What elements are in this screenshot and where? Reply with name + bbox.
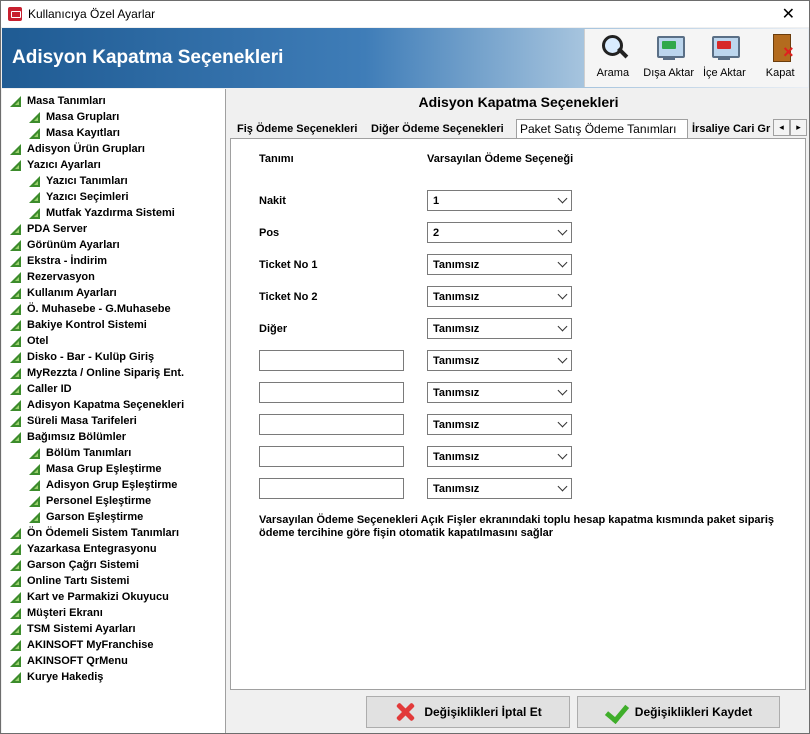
payment-option-select[interactable] — [427, 478, 572, 499]
sidebar-item[interactable] — [10, 669, 103, 685]
tab-scroll-right-icon[interactable]: ▸ — [790, 119, 807, 136]
payment-option-select[interactable] — [427, 350, 572, 371]
title-bar — [1, 1, 809, 27]
sidebar-item[interactable] — [10, 413, 137, 429]
green-check-icon — [605, 701, 627, 723]
sidebar-item-label: Adisyon Kapatma Seçenekleri — [27, 399, 185, 411]
sidebar-item[interactable] — [10, 285, 117, 301]
tree-node-icon — [10, 160, 21, 171]
tree-node-icon — [10, 288, 21, 299]
red-x-icon — [394, 701, 416, 723]
tree-node-icon — [10, 240, 21, 251]
chevron-down-icon — [558, 322, 568, 332]
sidebar-item-label: Kullanım Ayarları — [27, 287, 117, 299]
settings-tree — [2, 89, 226, 733]
cancel-changes-button[interactable] — [366, 696, 570, 728]
payment-option-value: Tanımsız — [433, 451, 480, 463]
save-changes-button[interactable] — [577, 696, 780, 728]
tree-node-icon — [29, 208, 40, 219]
sidebar-item[interactable] — [10, 573, 130, 589]
exit-door-icon — [765, 33, 795, 63]
sidebar-item-label: Müşteri Ekranı — [27, 607, 103, 619]
payment-option-value: Tanımsız — [433, 483, 480, 495]
sidebar-item-label: Adisyon Ürün Grupları — [27, 143, 145, 155]
tree-node-icon — [10, 336, 21, 347]
sidebar-item[interactable] — [10, 429, 126, 445]
chevron-down-icon — [558, 354, 568, 364]
sidebar-item-label: Görünüm Ayarları — [27, 239, 120, 251]
sidebar-item[interactable] — [10, 541, 157, 557]
payment-option-value: Tanımsız — [433, 259, 480, 271]
tree-node-icon — [10, 320, 21, 331]
tree-node-icon — [10, 672, 21, 683]
sidebar-item[interactable] — [29, 493, 151, 509]
tree-node-icon — [10, 432, 21, 443]
tree-node-icon — [10, 224, 21, 235]
sidebar-item[interactable] — [10, 637, 154, 653]
sidebar-item[interactable] — [29, 445, 131, 461]
sidebar-item-label: PDA Server — [27, 223, 88, 235]
tab-waybill[interactable]: İrsaliye Cari Gr — [692, 123, 771, 135]
sidebar-item[interactable] — [10, 93, 106, 109]
sidebar-item-label: MyRezzta / Online Sipariş Ent. — [27, 367, 185, 379]
sidebar-item-label: Masa Tanımları — [27, 95, 106, 107]
sidebar-item-label: Ekstra - İndirim — [27, 255, 108, 267]
search-button[interactable] — [585, 29, 641, 87]
import-monitor-icon — [709, 33, 739, 63]
magnifier-icon — [598, 33, 628, 63]
chevron-down-icon — [558, 290, 568, 300]
sidebar-item-label: Ö. Muhasebe - G.Muhasebe — [27, 303, 171, 315]
sidebar-item-label: Online Tartı Sistemi — [27, 575, 130, 587]
sidebar-item[interactable] — [10, 157, 101, 173]
payment-name-input[interactable] — [259, 478, 404, 499]
sidebar-item-label: TSM Sistemi Ayarları — [27, 623, 136, 635]
tree-node-icon — [10, 592, 21, 603]
sidebar-item-label: Yazıcı Tanımları — [46, 175, 128, 187]
app-icon — [8, 7, 22, 21]
sidebar-item[interactable] — [29, 189, 129, 205]
close-window-button[interactable]: ✕ — [781, 4, 795, 23]
close-button[interactable] — [752, 29, 808, 87]
sidebar-item[interactable] — [29, 205, 175, 221]
tree-node-icon — [29, 192, 40, 203]
sidebar-item-label: Yazarkasa Entegrasyonu — [27, 543, 157, 555]
save-changes-label: Değişiklikleri Kaydet — [634, 705, 753, 719]
payment-row-label: Pos — [259, 227, 280, 239]
tree-node-icon — [29, 464, 40, 475]
close-button-label: Kapat — [765, 67, 795, 79]
sidebar-item[interactable] — [29, 509, 143, 525]
import-button[interactable] — [697, 29, 753, 87]
main-content — [228, 89, 809, 733]
sidebar-item[interactable] — [10, 653, 128, 669]
payment-option-select[interactable] — [427, 222, 572, 243]
info-note: Varsayılan Ödeme Seçenekleri Açık Fişler ekranındaki toplu hesap kapatma kısmında paket sipariş ödeme tercihine göre fişin otomatik kapatılmasını sağlar — [259, 514, 774, 539]
sidebar-item[interactable] — [10, 397, 184, 413]
chevron-down-icon — [558, 226, 568, 236]
sidebar-item-label: Bölüm Tanımları — [46, 447, 132, 459]
payment-option-value: 1 — [433, 195, 440, 207]
payment-option-value: 2 — [433, 227, 440, 239]
cancel-changes-label: Değişiklikleri İptal Et — [424, 705, 542, 719]
payment-option-select[interactable] — [427, 190, 572, 211]
sidebar-item-label: Süreli Masa Tarifeleri — [27, 415, 137, 427]
sidebar-item-label: Yazıcı Seçimleri — [46, 191, 129, 203]
page-title: Adisyon Kapatma Seçenekleri — [12, 47, 284, 68]
sidebar-item[interactable] — [29, 477, 177, 493]
tree-node-icon — [10, 368, 21, 379]
payment-row-label: Nakit — [259, 195, 286, 207]
tree-node-icon — [10, 256, 21, 267]
tree-node-icon — [10, 96, 21, 107]
tab-strip — [232, 119, 808, 138]
sidebar-item[interactable] — [10, 333, 48, 349]
sidebar-item[interactable] — [10, 237, 120, 253]
export-button-label: Dışa Aktar — [643, 67, 694, 79]
payment-option-value: Tanımsız — [433, 387, 480, 399]
tab-package-payment[interactable]: Paket Satış Ödeme Tanımları — [516, 119, 688, 138]
sidebar-item[interactable] — [29, 173, 128, 189]
payment-option-value: Tanımsız — [433, 355, 480, 367]
tree-node-icon — [10, 576, 21, 587]
sidebar-item[interactable] — [10, 589, 169, 605]
payment-name-input[interactable] — [259, 350, 404, 371]
sidebar-item[interactable] — [10, 253, 107, 269]
window-title: Kullanıcıya Özel Ayarlar — [28, 7, 156, 21]
sidebar-item-label: Masa Grup Eşleştirme — [46, 463, 162, 475]
chevron-down-icon — [558, 418, 568, 428]
chevron-down-icon — [558, 194, 568, 204]
payment-option-value: Tanımsız — [433, 323, 480, 335]
sidebar-item[interactable] — [29, 125, 120, 141]
tree-node-icon — [10, 560, 21, 571]
export-monitor-icon — [654, 33, 684, 63]
section-title: Adisyon Kapatma Seçenekleri — [418, 94, 619, 110]
sidebar-item-label: Bakiye Kontrol Sistemi — [27, 319, 147, 331]
tree-node-icon — [10, 400, 21, 411]
sidebar-item[interactable] — [10, 621, 136, 637]
sidebar-item-label: Otel — [27, 335, 49, 347]
tree-node-icon — [10, 528, 21, 539]
sidebar-item-label: Kurye Hakediş — [27, 671, 104, 683]
import-button-label: İçe Aktar — [702, 67, 746, 79]
sidebar-item-label: Bağımsız Bölümler — [27, 431, 127, 443]
tree-node-icon — [10, 384, 21, 395]
toolbar — [584, 29, 808, 87]
sidebar-item[interactable] — [10, 301, 171, 317]
export-button[interactable] — [641, 29, 697, 87]
sidebar-item-label: Masa Kayıtları — [46, 127, 120, 139]
sidebar-item[interactable] — [10, 525, 179, 541]
payment-option-select[interactable] — [427, 318, 572, 339]
sidebar-item-label: Rezervasyon — [27, 271, 95, 283]
payment-option-select[interactable] — [427, 446, 572, 467]
sidebar-item[interactable] — [10, 269, 95, 285]
sidebar-item[interactable] — [10, 605, 103, 621]
payment-row-label: Ticket No 1 — [259, 259, 318, 271]
tree-node-icon — [29, 512, 40, 523]
sidebar-item[interactable] — [29, 109, 119, 125]
sidebar-item-label: Garson Eşleştirme — [46, 511, 144, 523]
sidebar-item[interactable] — [10, 317, 147, 333]
tree-node-icon — [29, 128, 40, 139]
column-name-header: Tanımı — [259, 153, 294, 165]
search-button-label: Arama — [596, 67, 630, 79]
sidebar-item-label: AKINSOFT QrMenu — [27, 655, 128, 667]
tab-panel — [230, 138, 806, 690]
sidebar-item-label: Kart ve Parmakizi Okuyucu — [27, 591, 169, 603]
tab-other-payment[interactable]: Diğer Ödeme Seçenekleri — [371, 123, 504, 135]
tree-node-icon — [10, 144, 21, 155]
payment-name-input[interactable] — [259, 446, 404, 467]
sidebar-item[interactable] — [29, 461, 162, 477]
sidebar-item-label: Ön Ödemeli Sistem Tanımları — [27, 527, 180, 539]
tree-node-icon — [10, 544, 21, 555]
tree-node-icon — [10, 640, 21, 651]
sidebar-item-label: AKINSOFT MyFranchise — [27, 639, 154, 651]
tree-node-icon — [10, 272, 21, 283]
sidebar-item-label: Adisyon Grup Eşleştirme — [46, 479, 178, 491]
sidebar-item[interactable] — [10, 349, 154, 365]
chevron-down-icon — [558, 482, 568, 492]
chevron-down-icon — [558, 258, 568, 268]
payment-option-select[interactable] — [427, 382, 572, 403]
payment-option-value: Tanımsız — [433, 419, 480, 431]
tree-node-icon — [29, 112, 40, 123]
sidebar-item-label: Disko - Bar - Kulüp Giriş — [27, 351, 155, 363]
chevron-down-icon — [558, 450, 568, 460]
sidebar-item-label: Caller ID — [27, 383, 72, 395]
tree-node-icon — [10, 656, 21, 667]
payment-row-label: Ticket No 2 — [259, 291, 318, 303]
sidebar-item[interactable] — [10, 365, 184, 381]
payment-option-select[interactable] — [427, 414, 572, 435]
column-default-payment-header: Varsayılan Ödeme Seçeneği — [427, 153, 574, 165]
sidebar-item-label: Masa Grupları — [46, 111, 120, 123]
payment-option-select[interactable] — [427, 254, 572, 275]
payment-option-value: Tanımsız — [433, 291, 480, 303]
tree-node-icon — [10, 608, 21, 619]
sidebar-item[interactable] — [10, 221, 87, 237]
tree-node-icon — [10, 352, 21, 363]
tree-node-icon — [29, 496, 40, 507]
sidebar-item-label: Garson Çağrı Sistemi — [27, 559, 139, 571]
tree-node-icon — [10, 304, 21, 315]
payment-name-input[interactable] — [259, 382, 404, 403]
tree-node-icon — [10, 416, 21, 427]
tree-node-icon — [29, 176, 40, 187]
payment-row-label: Diğer — [259, 323, 288, 335]
payment-name-input[interactable] — [259, 414, 404, 435]
tree-node-icon — [10, 624, 21, 635]
tab-scroll-left-icon[interactable]: ◂ — [773, 119, 790, 136]
sidebar-item[interactable] — [10, 381, 72, 397]
sidebar-item-label: Personel Eşleştirme — [46, 495, 152, 507]
sidebar-item[interactable] — [10, 141, 145, 157]
sidebar-item-label: Mutfak Yazdırma Sistemi — [46, 207, 175, 219]
payment-option-select[interactable] — [427, 286, 572, 307]
tree-node-icon — [29, 480, 40, 491]
sidebar-item[interactable] — [10, 557, 139, 573]
sidebar-item-label: Yazıcı Ayarları — [27, 159, 101, 171]
chevron-down-icon — [558, 386, 568, 396]
tab-receipt-payment[interactable]: Fiş Ödeme Seçenekleri — [237, 123, 358, 135]
tree-node-icon — [29, 448, 40, 459]
